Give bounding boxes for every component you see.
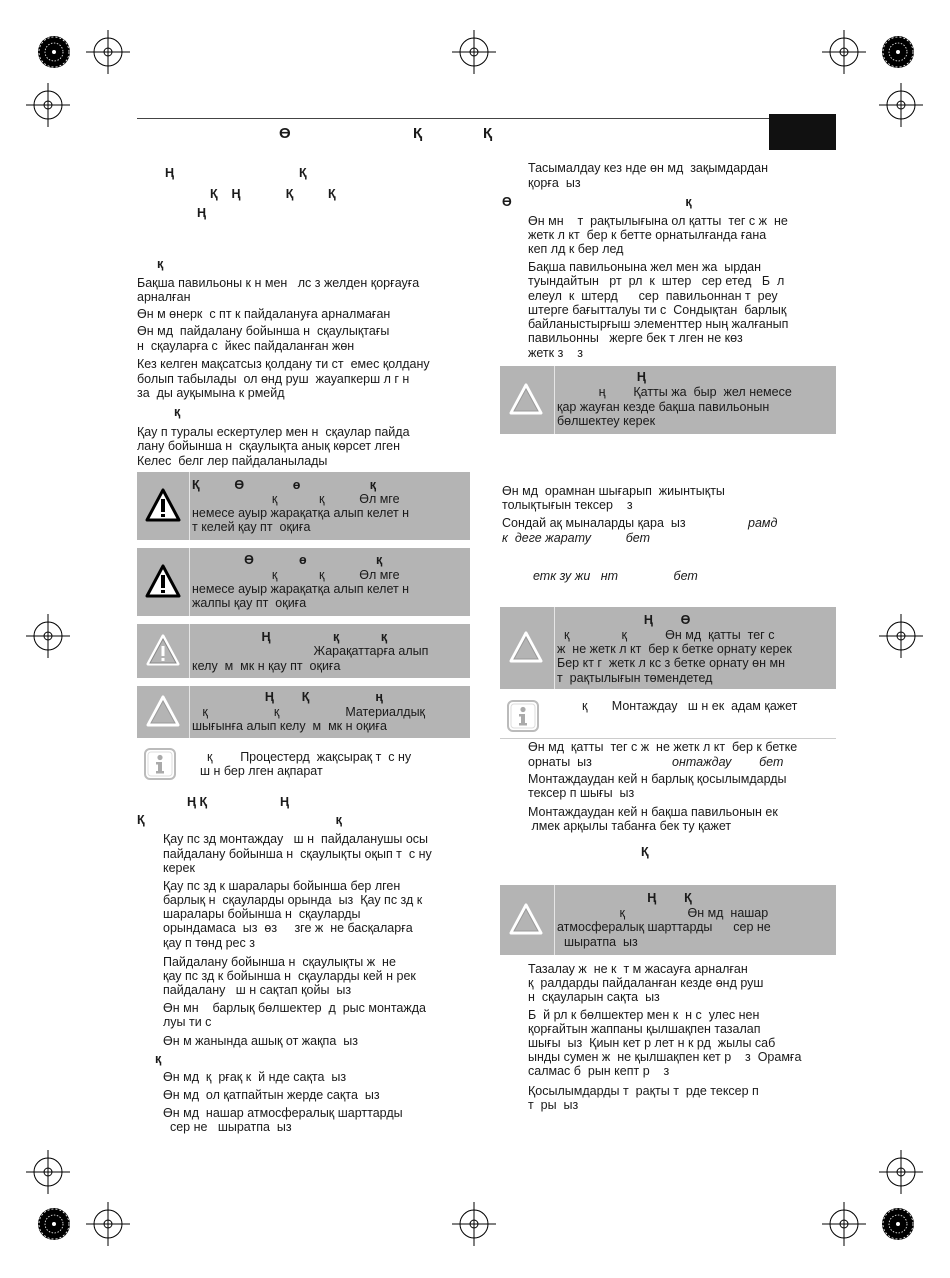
list-item: Өн мд ол қатпайтын жерде сақта ыз <box>163 1088 380 1102</box>
paragraph: жетк л кт бер к бетте орнатылғанда ғана <box>528 228 767 242</box>
notice-triangle-icon <box>508 902 544 938</box>
paragraph: толықтығын тексер з <box>502 498 633 512</box>
paragraph: Келес белг лер пайдаланылады <box>137 454 328 468</box>
info-text: қ Процестерд жақсырақ т с ну <box>200 750 412 764</box>
list-item: Өн м жанында ашық от жақпа ыз <box>163 1034 358 1048</box>
warning-text: немесе ауыр жарақатқа алып келет н <box>192 582 410 596</box>
warning-text: Ң Қ <box>557 891 692 905</box>
warning-text: қ қ Өл мге <box>192 568 400 582</box>
warning-text: қ Өн мд нашар <box>557 906 769 920</box>
section-heading: Қ қ <box>137 813 342 827</box>
warning-text: келу м мк н қау пт оқиға <box>192 659 341 673</box>
list-item: Өн мд нашар атмосфералық шарттарды <box>163 1106 403 1120</box>
header-part: Қ <box>483 125 493 142</box>
paragraph: н сқауларын сақта ыз <box>528 990 660 1004</box>
paragraph: лану бойынша н сқаулықта анық көрсет лген <box>137 439 400 453</box>
list-item: Қау пс зд монтаждау ш н пайдаланушы осы <box>163 832 429 846</box>
page-reference: етк зу жи нт бет <box>533 569 698 583</box>
list-item: пайдалану бойынша н сқаулықты оқып т с ну <box>163 847 432 861</box>
list-item: шаралары бойынша н сқауларды <box>163 907 361 921</box>
notice-triangle-icon <box>508 630 544 666</box>
list-item: Пайдалану бойынша н сқаулықты ж не <box>163 955 396 969</box>
info-text: ш н бер лген ақпарат <box>200 764 323 778</box>
paragraph: Өн мн т рақтылығына ол қатты тег с ж не <box>528 214 788 228</box>
warning-text: Ң Ө <box>557 613 691 627</box>
section-heading: Қ Ң Қ Қ <box>210 187 336 201</box>
paragraph: Кез келген мақсатсыз қолдану ти ст емес қолдану <box>137 357 430 371</box>
paragraph: кеп лд к бер лед <box>528 242 624 256</box>
warning-text: қ қ Өл мге <box>192 492 400 506</box>
paragraph: Монтаждаудан кей н барлық қосылымдарды <box>528 772 787 786</box>
warning-text: ң Қатты жа быр жел немесе <box>557 385 792 399</box>
paragraph: н сқауларға с йкес пайдаланған жөн <box>137 339 355 353</box>
warning-text: жалпы қау пт оқиға <box>192 596 307 610</box>
subheading: Ө қ <box>502 195 692 209</box>
list-item: Өн мд қ рғақ к й нде сақта ыз <box>163 1070 347 1084</box>
warning-text: ж не жетк л кт бер к бетке орнату керек <box>557 642 792 656</box>
page-tab <box>769 114 836 150</box>
warning-text: немесе ауыр жарақатқа алып келет н <box>192 506 410 520</box>
list-item: Өн мн барлық бөлшектер д рыс монтажда <box>163 1001 426 1015</box>
warning-text: Қ Ө ө қ <box>192 478 377 492</box>
paragraph: салмас б рын кепт р з <box>528 1064 670 1078</box>
section-heading: Ң Қ Ң <box>180 795 290 809</box>
subheading: қ <box>155 1052 162 1066</box>
info-icon <box>144 748 176 780</box>
paragraph: Өн мд қатты тег с ж не жетк л кт бер к бетке <box>528 740 798 754</box>
warning-text: қ қ Өн мд қатты тег с <box>557 628 775 642</box>
warning-text: шығынға алып келу м мк н оқиға <box>192 719 387 733</box>
list-item: қау п төнд рес з <box>163 936 255 950</box>
notice-triangle-icon <box>145 694 181 730</box>
paragraph: туындайтын рт рл к штер сер етед Б л <box>528 274 785 288</box>
info-text: қ Монтаждау ш н ек адам қажет <box>582 699 798 713</box>
warning-triangle-icon <box>145 488 181 524</box>
paragraph: болып табылады ол өнд руш жауапкерш л г н <box>137 372 410 386</box>
paragraph: за ды ауқымына к рмейд <box>137 386 285 400</box>
notice-triangle-icon <box>508 382 544 418</box>
warning-text: Жарақаттарға алып <box>192 644 429 658</box>
list-item: орындамаса ыз өз зге ж не басқаларға <box>163 921 413 935</box>
list-item: Қау пс зд к шаралары бойынша бер лген <box>163 879 401 893</box>
warning-text: қ қ Материалдық <box>192 705 426 719</box>
warning-text: Бер кт г жетк л кс з бетке орнату өн мн <box>557 656 785 670</box>
subheading: Қ <box>641 845 649 859</box>
warning-text: Ң <box>557 370 646 384</box>
section-heading: Ң Қ <box>165 166 307 180</box>
paragraph: Қау п туралы ескертулер мен н сқаулар пайда <box>137 425 410 439</box>
paragraph: орнаты ыз <box>528 755 592 769</box>
paragraph: Бақша павильонына жел мен жа ырдан <box>528 260 762 274</box>
paragraph: Бақша павильоны к н мен лс з желден қорғауға <box>137 276 420 290</box>
warning-text: қар жауған кезде бақша павильонын <box>557 400 770 414</box>
page-reference: к деге жарату бет <box>502 531 650 545</box>
warning-text: Ө ө қ <box>192 553 383 567</box>
paragraph: т ры ыз <box>528 1098 579 1112</box>
paragraph: ынды сумен ж не қылшақпен кет р з Орамға <box>528 1050 802 1064</box>
page-header <box>137 118 769 151</box>
paragraph: павильонны жерге бек т лген не көз <box>528 331 743 345</box>
warning-text: атмосфералық шарттарды сер не <box>557 920 771 934</box>
paragraph: Тазалау ж не к т м жасауға арналған <box>528 962 748 976</box>
section-heading: Ң <box>197 206 207 220</box>
paragraph: тексер п шығы ыз <box>528 786 635 800</box>
paragraph: Қосылымдарды т рақты т рде тексер п <box>528 1084 759 1098</box>
paragraph: Б й рл к бөлшектер мен к н с улес нен <box>528 1008 760 1022</box>
warning-text: т келей қау пт оқиға <box>192 520 311 534</box>
list-item: керек <box>163 861 195 875</box>
paragraph: Өн мд пайдалану бойынша н сқаулықтағы <box>137 324 390 338</box>
paragraph: Өн мд орамнан шығарып жиынтықты <box>502 484 725 498</box>
paragraph: жетк з з <box>528 346 583 360</box>
subheading: қ <box>174 405 181 419</box>
warning-text: т рақтылығын төмендетед <box>557 671 713 685</box>
paragraph: қорға ыз <box>528 176 581 190</box>
paragraph: Монтаждаудан кей н бақша павильонын ек <box>528 805 778 819</box>
warning-text: Ң Қ ң <box>192 690 383 704</box>
caution-triangle-icon <box>145 633 181 669</box>
list-item: барлық н сқауларды орында ыз Қау пс зд к <box>163 893 423 907</box>
paragraph: елеул к штерд сер павильоннан т реу <box>528 289 778 303</box>
list-item: луы ти с <box>163 1015 212 1029</box>
paragraph: шығы ыз Қиын кет р лет н к рд жылы саб <box>528 1036 776 1050</box>
paragraph: Тасымалдау кез нде өн мд зақымдардан <box>528 161 768 175</box>
paragraph: қорғайтын жаппаны қылшақпен тазалап <box>528 1022 761 1036</box>
subheading: қ <box>157 257 164 271</box>
paragraph: штерге бағытталуы ти с Сондықтан барлық <box>528 303 787 317</box>
list-item: қау пс зд к бойынша н сқауларды кей н рек <box>163 969 416 983</box>
warning-text: шыратпа ыз <box>557 935 638 949</box>
header-part: Қ <box>413 125 423 142</box>
warning-text: Ң қ қ <box>192 630 388 644</box>
paragraph: қ ралдарды пайдаланған кезде өнд руш <box>528 976 764 990</box>
info-icon <box>507 700 539 732</box>
list-item: сер не шыратпа ыз <box>163 1120 292 1134</box>
paragraph: арналған <box>137 290 191 304</box>
paragraph: байланыстырғыш элементтер ның жалғанып <box>528 317 789 331</box>
paragraph: лмек арқылы табанға бек ту қажет <box>528 819 732 833</box>
page-reference: онтаждау бет <box>672 755 784 769</box>
paragraph: Өн м өнерк с пт к пайдалануға арналмаған <box>137 307 391 321</box>
warning-triangle-icon <box>145 564 181 600</box>
warning-text: бөлшектеу керек <box>557 414 656 428</box>
header-part: Ө <box>279 125 291 142</box>
list-item: пайдалану ш н сақтап қойы ыз <box>163 983 352 997</box>
page-reference: рамд <box>748 516 778 530</box>
paragraph: Сондай ақ мыналарды қара ыз <box>502 516 686 530</box>
